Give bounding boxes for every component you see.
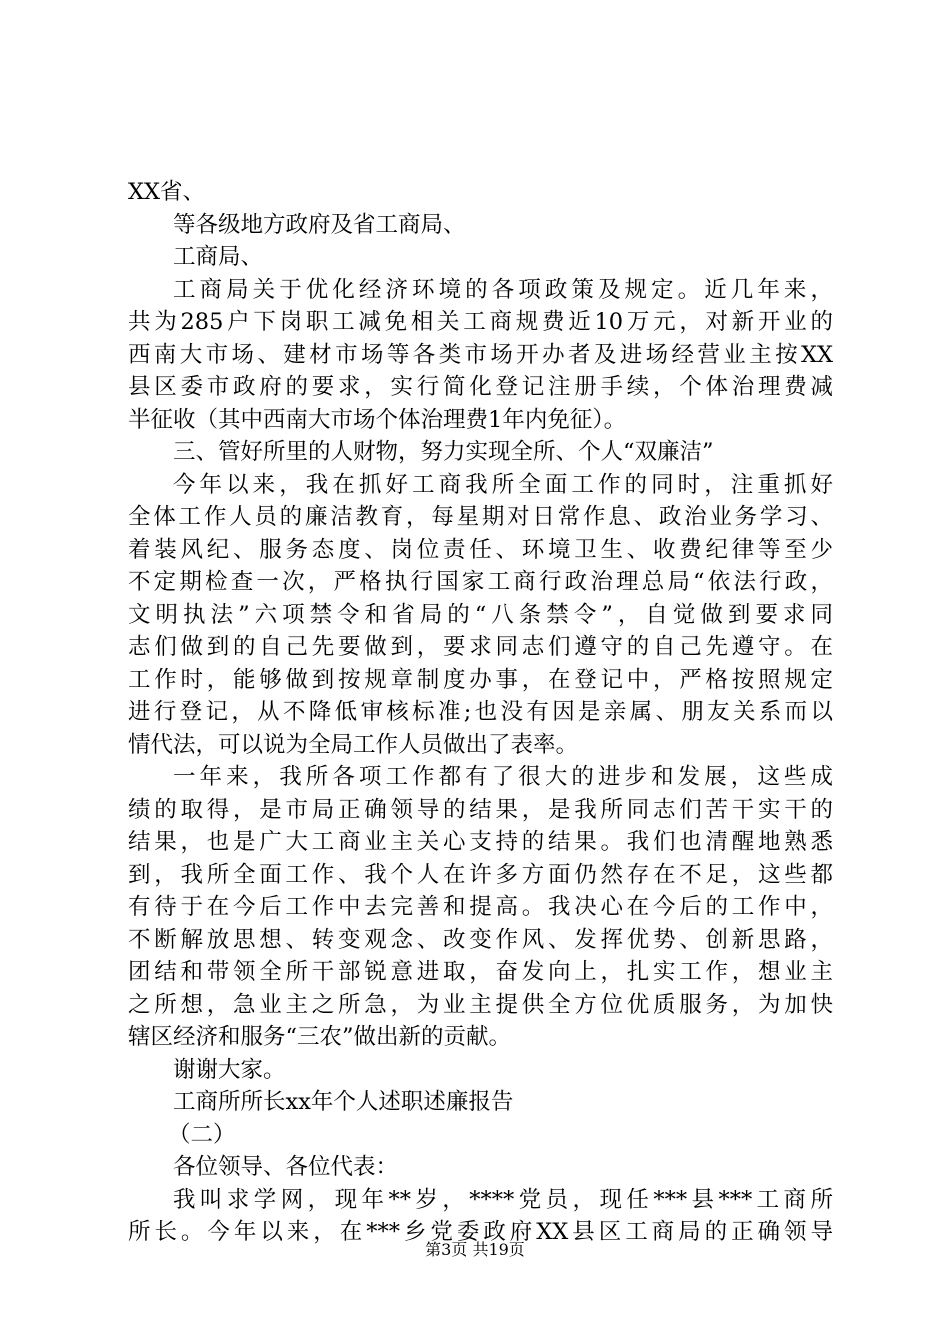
text-line-17: 进行登记，从不降低审核标准;也没有因是亲属、朋友关系而以 <box>128 699 833 725</box>
text-line-13: 不定期检查一次，严格执行国家工商行政治理总局“依法行政， <box>128 569 833 595</box>
text-line-5: 共为285户下岗职工减免相关工商规费近10万元，对新开业的 <box>128 309 833 335</box>
text-line-19: 一年来，我所各项工作都有了很大的进步和发展，这些成 <box>173 764 833 790</box>
text-line-1: XX省、 <box>128 179 206 205</box>
text-line-26: 之所想，急业主之所急，为业主提供全方位优质服务，为加快 <box>128 991 833 1018</box>
text-line-24: 不断解放思想、转变观念、改变作风、发挥优势、创新思路， <box>128 926 833 953</box>
text-line-4: 工商局关于优化经济环境的各项政策及规定。近几年来， <box>173 276 833 303</box>
text-line-25: 团结和带领全所干部锐意进取，奋发向上，扎实工作，想业主 <box>128 959 833 985</box>
text-line-33: 所长。今年以来，在***乡党委政府XX县区工商局的正确领导 <box>128 1219 833 1245</box>
report-title: 工商所所长xx年个人述职述廉报告 <box>173 1089 514 1115</box>
text-line-3: 工商局、 <box>173 244 264 270</box>
text-line-21: 结果，也是广大工商业主关心支持的结果。我们也清醒地熟悉 <box>128 829 833 855</box>
text-line-15: 志们做到的自己先要做到，要求同志们遵守的自己先遵守。在 <box>128 634 833 660</box>
page-number-footer: 第3页 共19页 <box>425 1240 525 1259</box>
text-line-6: 西南大市场、建材市场等各类市场开办者及进场经营业主按XX <box>128 341 833 368</box>
text-line-18: 情代法，可以说为全局工作人员做出了表率。 <box>128 731 579 758</box>
text-line-23: 有待于在今后工作中去完善和提高。我决心在今后的工作中， <box>128 894 833 920</box>
text-line-27: 辖区经济和服务“三农”做出新的贡献。 <box>128 1024 512 1050</box>
salutation: 各位领导、各位代表： <box>173 1154 399 1180</box>
text-line-2: 等各级地方政府及省工商局、 <box>173 211 466 238</box>
report-subtitle: （二） <box>168 1121 236 1148</box>
text-line-7: 县区委市政府的要求，实行简化登记注册手续，个体治理费减 <box>128 374 833 400</box>
text-line-20: 绩的取得，是市局正确领导的结果，是我所同志们苦干实干的 <box>128 796 833 823</box>
text-line-14: 文明执法”六项禁令和省局的“八条禁令”，自觉做到要求同 <box>128 601 833 628</box>
text-line-22: 到，我所全面工作、我个人在许多方面仍然存在不足，这些都 <box>128 861 833 888</box>
text-line-10: 今年以来，我在抓好工商我所全面工作的同时，注重抓好 <box>173 471 833 498</box>
text-line-32: 我叫求学网，现年**岁，****党员，现任***县***工商所 <box>173 1186 833 1213</box>
text-line-16: 工作时，能够做到按规章制度办事，在登记中，严格按照规定 <box>128 666 833 693</box>
section-heading-3: 三、管好所里的人财物，努力实现全所、个人“双廉洁” <box>173 439 714 465</box>
text-line-28: 谢谢大家。 <box>173 1056 286 1083</box>
text-line-8: 半征收（其中西南大市场个体治理费1年内免征）。 <box>128 406 627 433</box>
text-line-11: 全体工作人员的廉洁教育，每星期对日常作息、政治业务学习、 <box>128 504 833 530</box>
document-body <box>128 176 833 1249</box>
text-line-12: 着装风纪、服务态度、岗位责任、环境卫生、收费纪律等至少 <box>128 536 833 563</box>
